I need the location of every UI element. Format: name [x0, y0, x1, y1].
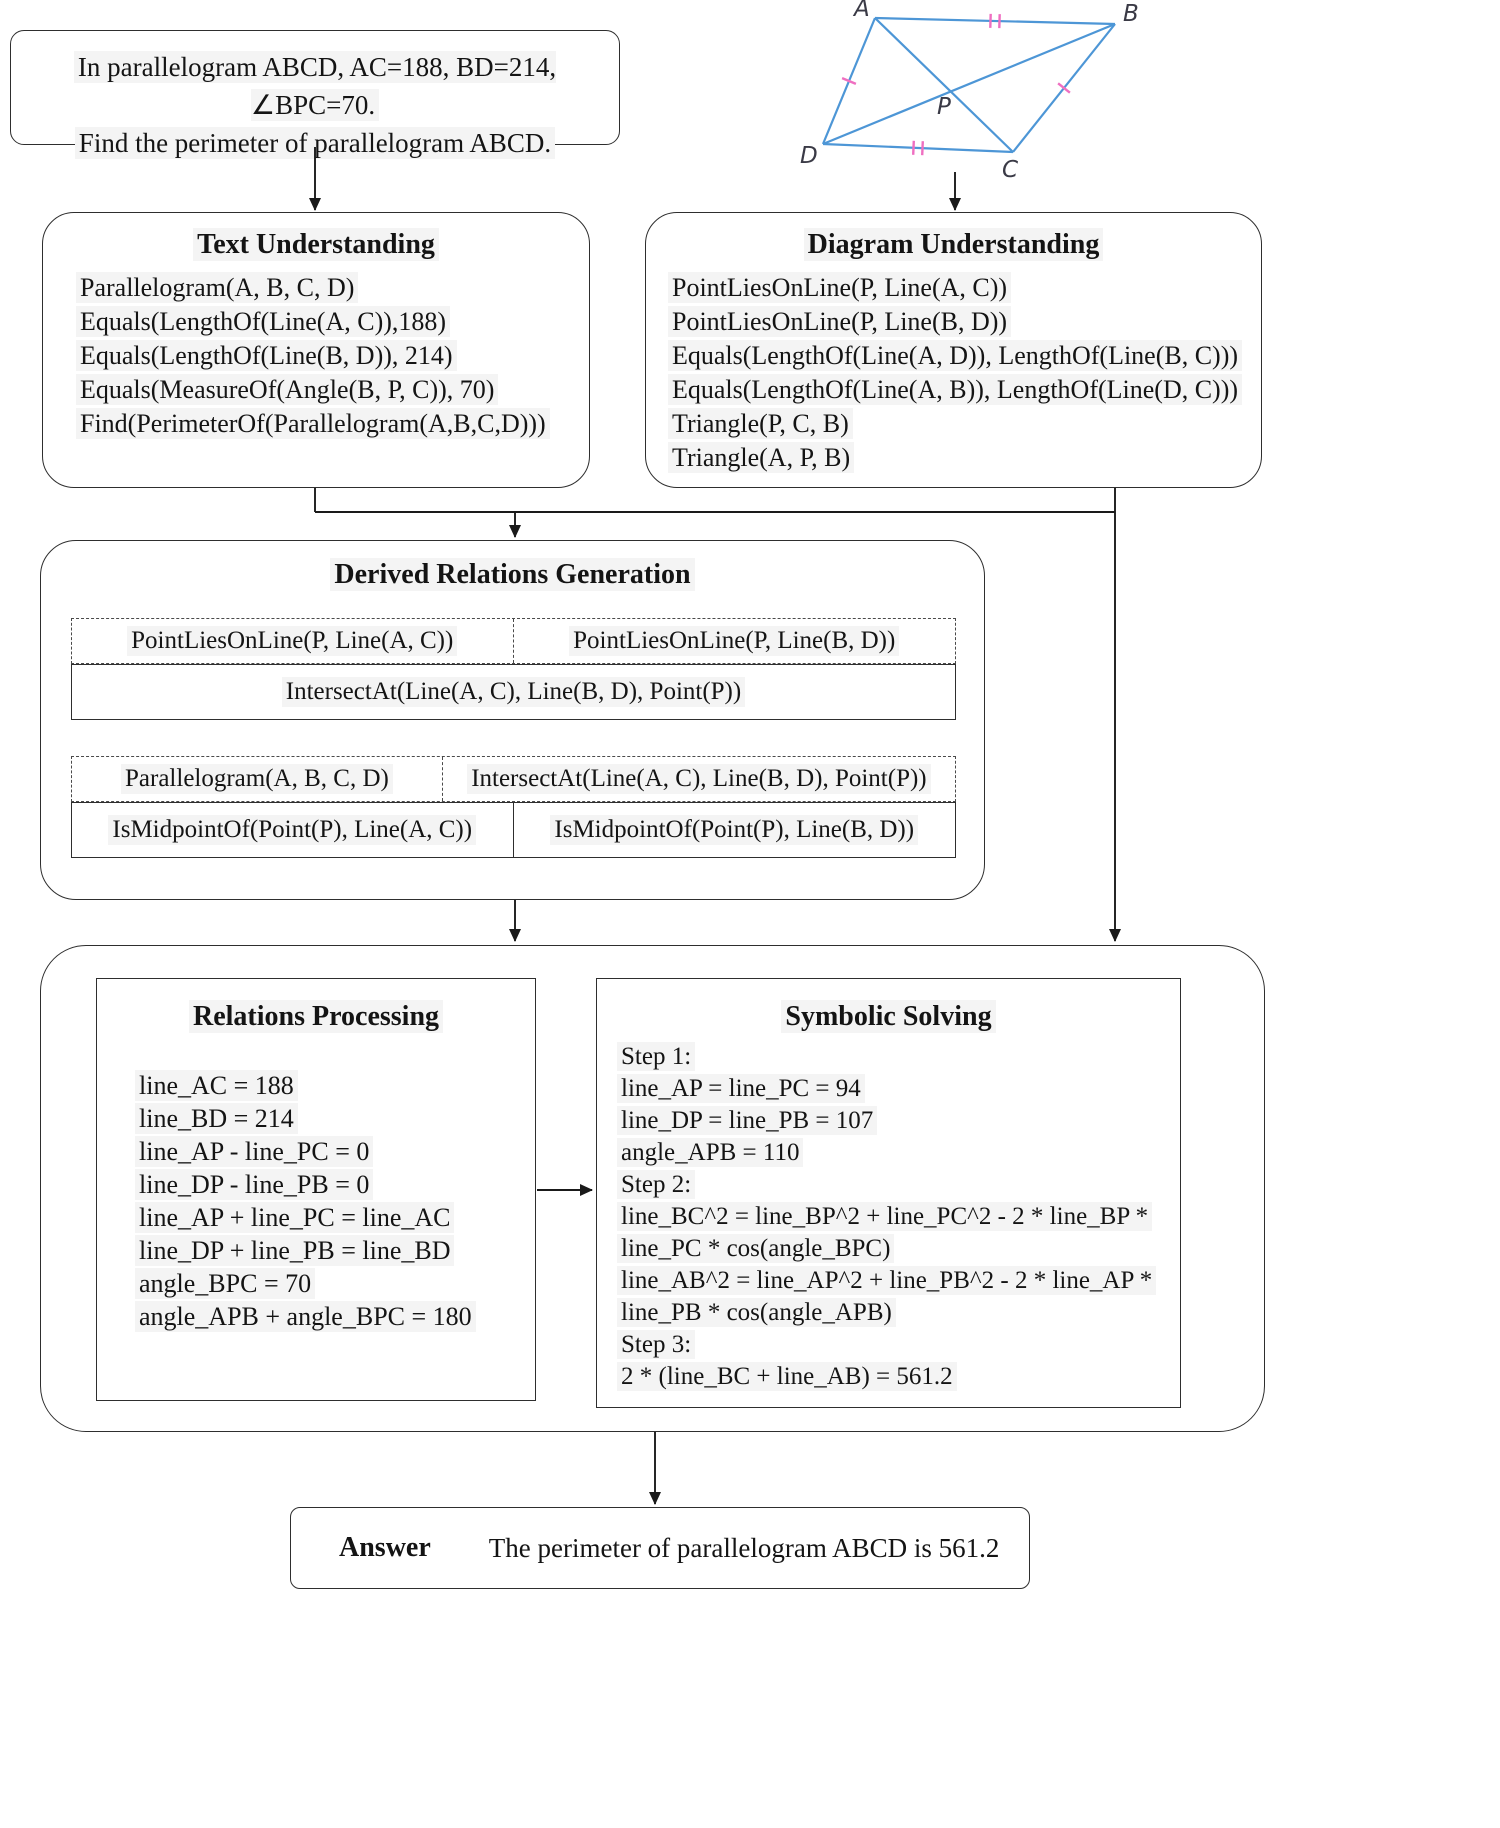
tu-line: Equals(MeasureOf(Angle(B, P, C)), 70)	[76, 373, 550, 407]
rp-line: line_AP - line_PC = 0	[135, 1135, 476, 1168]
tu-line: Parallelogram(A, B, C, D)	[76, 271, 550, 305]
derived-row-premise-2	[71, 756, 956, 802]
symbolic-solving-box	[596, 978, 1181, 1408]
answer-text: The perimeter of parallelogram ABCD is 561.2	[488, 1532, 1000, 1563]
diagram-understanding-box	[645, 212, 1262, 488]
rp-line: line_AC = 188	[135, 1069, 476, 1102]
problem-line-1: In parallelogram ABCD, AC=188, BD=214, ∠BPC=70.	[11, 48, 619, 124]
solver-container-box	[40, 945, 1265, 1432]
symbolic-solving-title: Symbolic Solving	[597, 1001, 1180, 1033]
relations-processing-lines	[135, 1069, 476, 1333]
tick-marks	[842, 14, 1070, 155]
du-line: PointLiesOnLine(P, Line(B, D))	[668, 305, 1242, 339]
derived-row-conclusion-2	[71, 802, 956, 858]
vertex-label-c: C	[1002, 157, 1019, 183]
ss-line: line_PC * cos(angle_BPC)	[617, 1233, 1156, 1265]
symbolic-solving-lines	[617, 1041, 1156, 1393]
derived-cell: PointLiesOnLine(P, Line(A, C))	[72, 619, 514, 663]
ss-line: line_DP = line_PB = 107	[617, 1105, 1156, 1137]
vertex-label-b: B	[1123, 1, 1139, 27]
ss-line: line_AB^2 = line_AP^2 + line_PB^2 - 2 * line_AP *	[617, 1265, 1156, 1297]
parallelogram-diagram	[790, 0, 1190, 190]
relations-processing-title: Relations Processing	[97, 1001, 535, 1033]
diagram-understanding-lines	[668, 271, 1242, 475]
tu-line: Find(PerimeterOf(Parallelogram(A,B,C,D)))	[76, 407, 550, 441]
tu-line: Equals(LengthOf(Line(A, C)),188)	[76, 305, 550, 339]
derived-cell: IsMidpointOf(Point(P), Line(A, C))	[72, 803, 514, 857]
derived-cell: IsMidpointOf(Point(P), Line(B, D))	[514, 803, 956, 857]
derived-row-conclusion-1	[71, 664, 956, 720]
ss-line: angle_APB = 110	[617, 1137, 1156, 1169]
diagram-understanding-title: Diagram Understanding	[646, 229, 1261, 261]
rp-line: angle_APB + angle_BPC = 180	[135, 1300, 476, 1333]
derived-relations-title: Derived Relations Generation	[41, 559, 984, 591]
derived-cell: IntersectAt(Line(A, C), Line(B, D), Point(P))	[72, 665, 955, 719]
text-understanding-box	[42, 212, 590, 488]
vertex-label-p: P	[937, 94, 951, 120]
tu-line: Equals(LengthOf(Line(B, D)), 214)	[76, 339, 550, 373]
derived-row-premise-1	[71, 618, 956, 664]
text-understanding-title: Text Understanding	[43, 229, 589, 261]
ss-line: 2 * (line_BC + line_AB) = 561.2	[617, 1361, 1156, 1393]
ss-line: Step 3:	[617, 1329, 1156, 1361]
answer-label: Answer	[339, 1532, 431, 1563]
du-line: Triangle(A, P, B)	[668, 441, 1242, 475]
du-line: PointLiesOnLine(P, Line(A, C))	[668, 271, 1242, 305]
problem-statement-box	[10, 30, 620, 158]
ss-line: line_BC^2 = line_BP^2 + line_PC^2 - 2 * line_BP *	[617, 1201, 1156, 1233]
du-line: Equals(LengthOf(Line(A, D)), LengthOf(Line(B, C)))	[668, 339, 1242, 373]
rp-line: line_DP - line_PB = 0	[135, 1168, 476, 1201]
answer-box	[290, 1507, 1030, 1589]
ss-line: Step 2:	[617, 1169, 1156, 1201]
relations-processing-box	[96, 978, 536, 1401]
ss-line: Step 1:	[617, 1041, 1156, 1073]
du-line: Triangle(P, C, B)	[668, 407, 1242, 441]
ss-line: line_PB * cos(angle_APB)	[617, 1297, 1156, 1329]
problem-line-2: Find the perimeter of parallelogram ABCD.	[11, 124, 619, 162]
rp-line: line_AP + line_PC = line_AC	[135, 1201, 476, 1234]
derived-cell: IntersectAt(Line(A, C), Line(B, D), Point(P))	[443, 757, 955, 801]
rp-line: angle_BPC = 70	[135, 1267, 476, 1300]
du-line: Equals(LengthOf(Line(A, B)), LengthOf(Line(D, C)))	[668, 373, 1242, 407]
rp-line: line_BD = 214	[135, 1102, 476, 1135]
derived-relations-box	[40, 540, 985, 900]
derived-cell: PointLiesOnLine(P, Line(B, D))	[514, 619, 956, 663]
vertex-label-d: D	[800, 143, 818, 169]
vertex-label-a: A	[854, 0, 870, 22]
parallelogram-edges	[823, 18, 1115, 152]
rp-line: line_DP + line_PB = line_BD	[135, 1234, 476, 1267]
derived-cell: Parallelogram(A, B, C, D)	[72, 757, 443, 801]
text-understanding-lines	[76, 271, 550, 441]
ss-line: line_AP = line_PC = 94	[617, 1073, 1156, 1105]
